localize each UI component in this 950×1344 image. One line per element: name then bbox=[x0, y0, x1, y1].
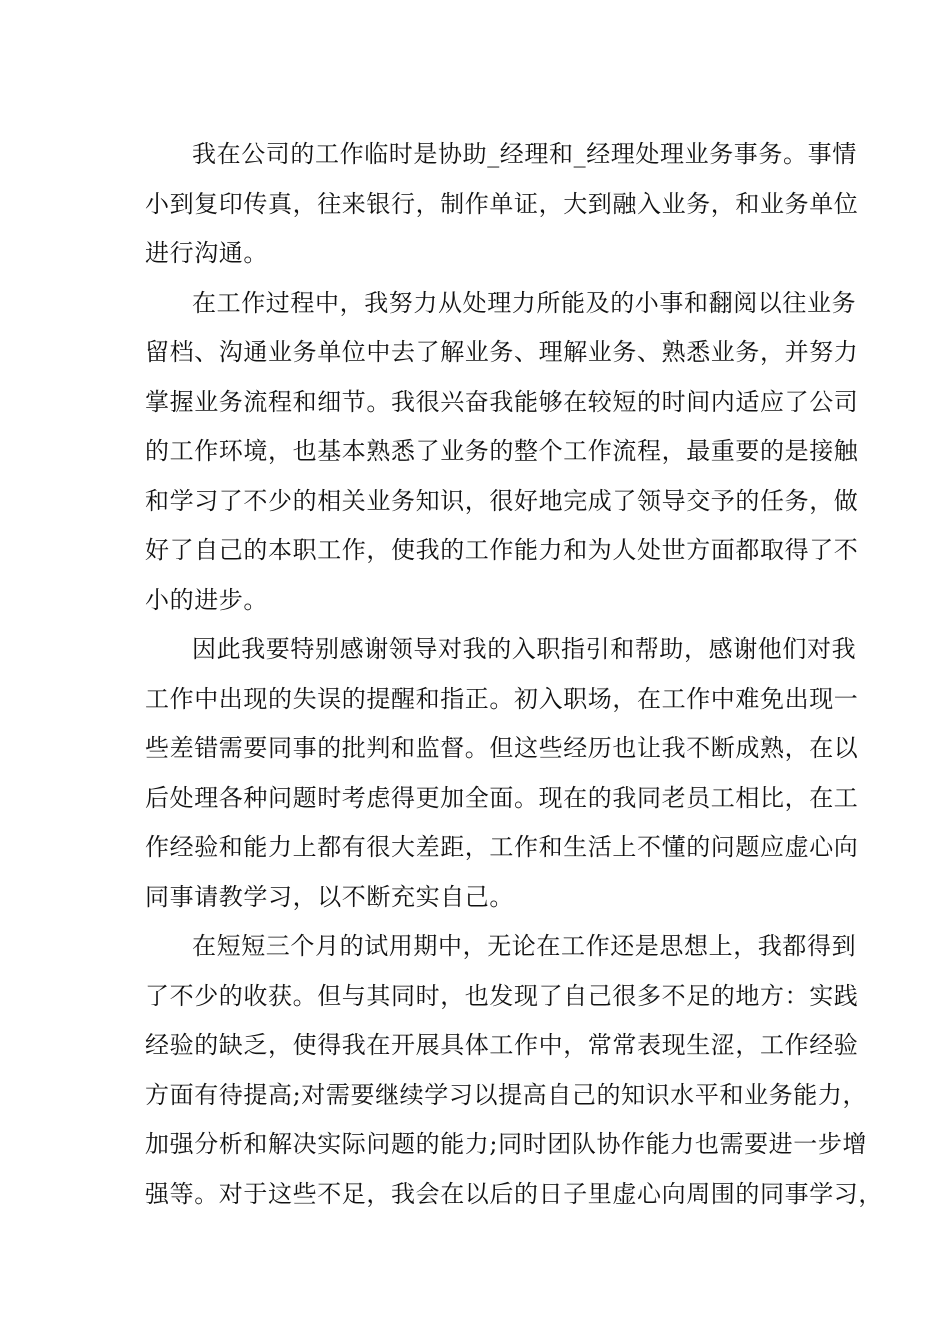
text-line: 同事请教学习，以不断充实自己。 bbox=[145, 882, 514, 911]
document-body bbox=[145, 130, 883, 1219]
text-line: 因此我要特别感谢领导对我的入职指引和帮助，感谢他们对我 bbox=[192, 635, 857, 663]
text-line: 工作中出现的失误的提醒和指正。初入职场，在工作中难免出现一 bbox=[145, 684, 859, 713]
text-line: 作经验和能力上都有很大差距，工作和生活上不懂的问题应虚心向 bbox=[145, 833, 859, 861]
text-line: 在短短三个月的试用期中，无论在工作还是思想上，我都得到 bbox=[192, 932, 857, 960]
text-line: 小的进步。 bbox=[145, 585, 268, 614]
text-line: 掌握业务流程和细节。我很兴奋我能够在较短的时间内适应了公司 bbox=[145, 387, 859, 416]
text-line: 后处理各种问题时考虑得更加全面。现在的我同老员工相比，在工 bbox=[145, 783, 859, 812]
text-line: 和学习了不少的相关业务知识，很好地完成了领导交予的任务，做 bbox=[145, 486, 859, 515]
paragraph-1 bbox=[145, 130, 859, 279]
text-line: 小到复印传真，往来银行，制作单证，大到融入业务，和业务单位 bbox=[145, 189, 859, 218]
paragraph-2 bbox=[145, 279, 859, 626]
text-line: 的工作环境，也基本熟悉了业务的整个工作流程，最重要的是接触 bbox=[145, 437, 859, 465]
text-line: 了不少的收获。但与其同时，也发现了自己很多不足的地方：实践 bbox=[145, 981, 859, 1010]
text-line: 些差错需要同事的批判和监督。但这些经历也让我不断成熟，在以 bbox=[145, 734, 859, 762]
text-line: 强等。对于这些不足，我会在以后的日子里虚心向周围的同事学习， bbox=[145, 1179, 883, 1208]
text-line: 我在公司的工作临时是协助_经理和_经理处理业务事务。事情 bbox=[192, 140, 857, 168]
paragraph-3 bbox=[145, 625, 859, 922]
text-line: 在工作过程中，我努力从处理力所能及的小事和翻阅以往业务 bbox=[192, 288, 857, 317]
text-line: 经验的缺乏，使得我在开展具体工作中，常常表现生涩，工作经验 bbox=[145, 1031, 859, 1059]
text-line: 留档、沟通业务单位中去了解业务、理解业务、熟悉业务，并努力 bbox=[145, 338, 859, 366]
paragraph-4 bbox=[145, 922, 883, 1219]
text-line: 方面有待提高;对需要继续学习以提高自己的知识水平和业务能力， bbox=[145, 1080, 868, 1109]
text-line: 加强分析和解决实际问题的能力;同时团队协作能力也需要进一步增 bbox=[145, 1130, 868, 1158]
text-line: 好了自己的本职工作，使我的工作能力和为人处世方面都取得了不 bbox=[145, 536, 859, 564]
text-line: 进行沟通。 bbox=[145, 239, 268, 267]
